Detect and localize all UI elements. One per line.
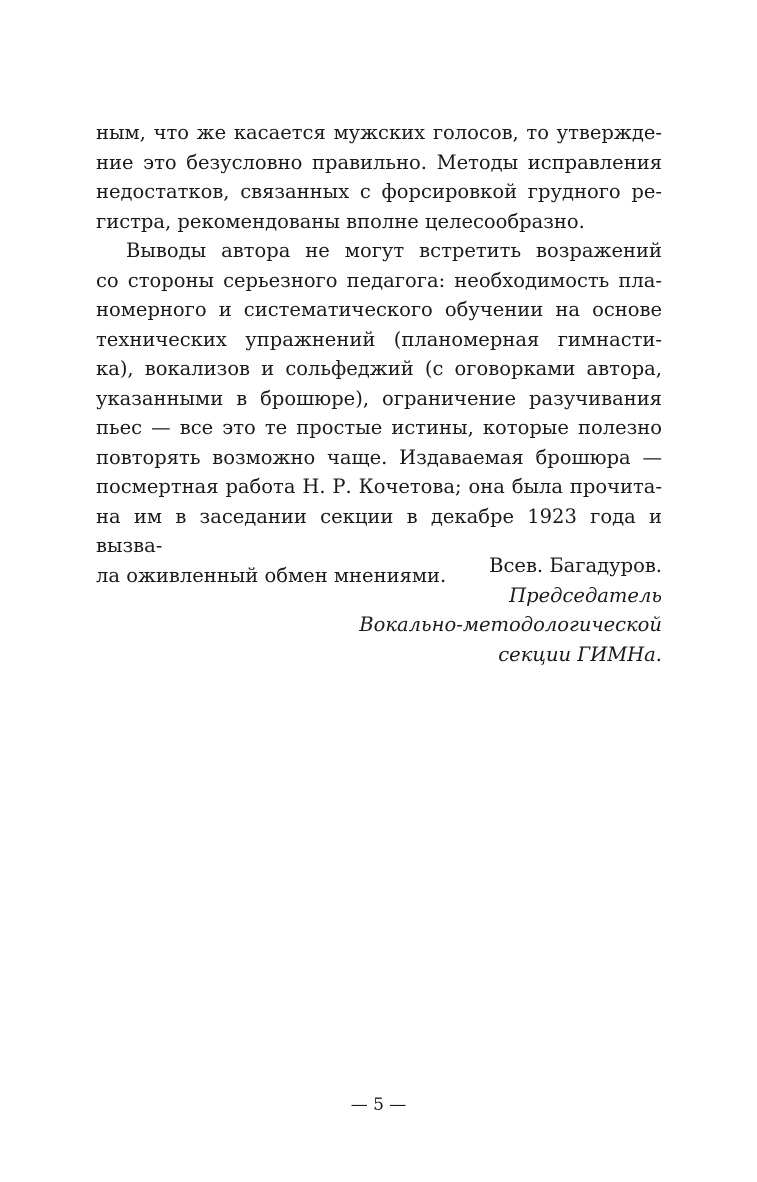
text-line: ла оживленный обмен мнениями. <box>96 563 447 587</box>
page-number: — 5 — <box>350 1095 407 1115</box>
text-line: ка), вокализов и сольфеджий (с оговорками автора, <box>96 357 662 380</box>
signature-title-line: Председатель <box>509 583 662 607</box>
text-line: на им в заседании секции в декабре 1923 года и вызва- <box>96 504 662 557</box>
text-line: со стороны серьезного педагога: необходимость пла- <box>96 268 662 292</box>
text-line: технических упражнений (планомерная гимнасти- <box>96 327 662 351</box>
text-line: указанными в брошюре), ограничение разучивания <box>96 386 662 410</box>
text-line: недостатков, связанных с форсировкой грудного ре- <box>96 180 662 203</box>
paragraph-2 <box>96 236 662 590</box>
signature-title-line: Вокально-методологической <box>359 613 662 636</box>
text-line: Выводы автора не могут встретить возражений <box>126 239 662 262</box>
text-line: гистра, рекомендованы вполне целесообразно. <box>96 209 585 233</box>
text-line: номерного и систематического обучении на основе <box>96 298 662 321</box>
signature-name: Всев. Багадуров. <box>489 554 662 577</box>
text-line: ние это безусловно правильно. Методы исправления <box>96 150 662 174</box>
paragraph-1 <box>96 118 662 236</box>
text-line: повторять возможно чаще. Издаваемая брошюра — <box>96 445 662 469</box>
text-line: пьес — все это те простые истины, которые полезно <box>96 416 662 439</box>
signature-title-line: секции ГИМНа. <box>498 642 662 666</box>
text-line: ным, что же касается мужских голосов, то утвержде- <box>96 121 662 144</box>
body-text <box>96 118 662 590</box>
signature-block <box>359 551 662 669</box>
text-line: посмертная работа Н. Р. Кочетова; она была прочита- <box>96 475 662 498</box>
